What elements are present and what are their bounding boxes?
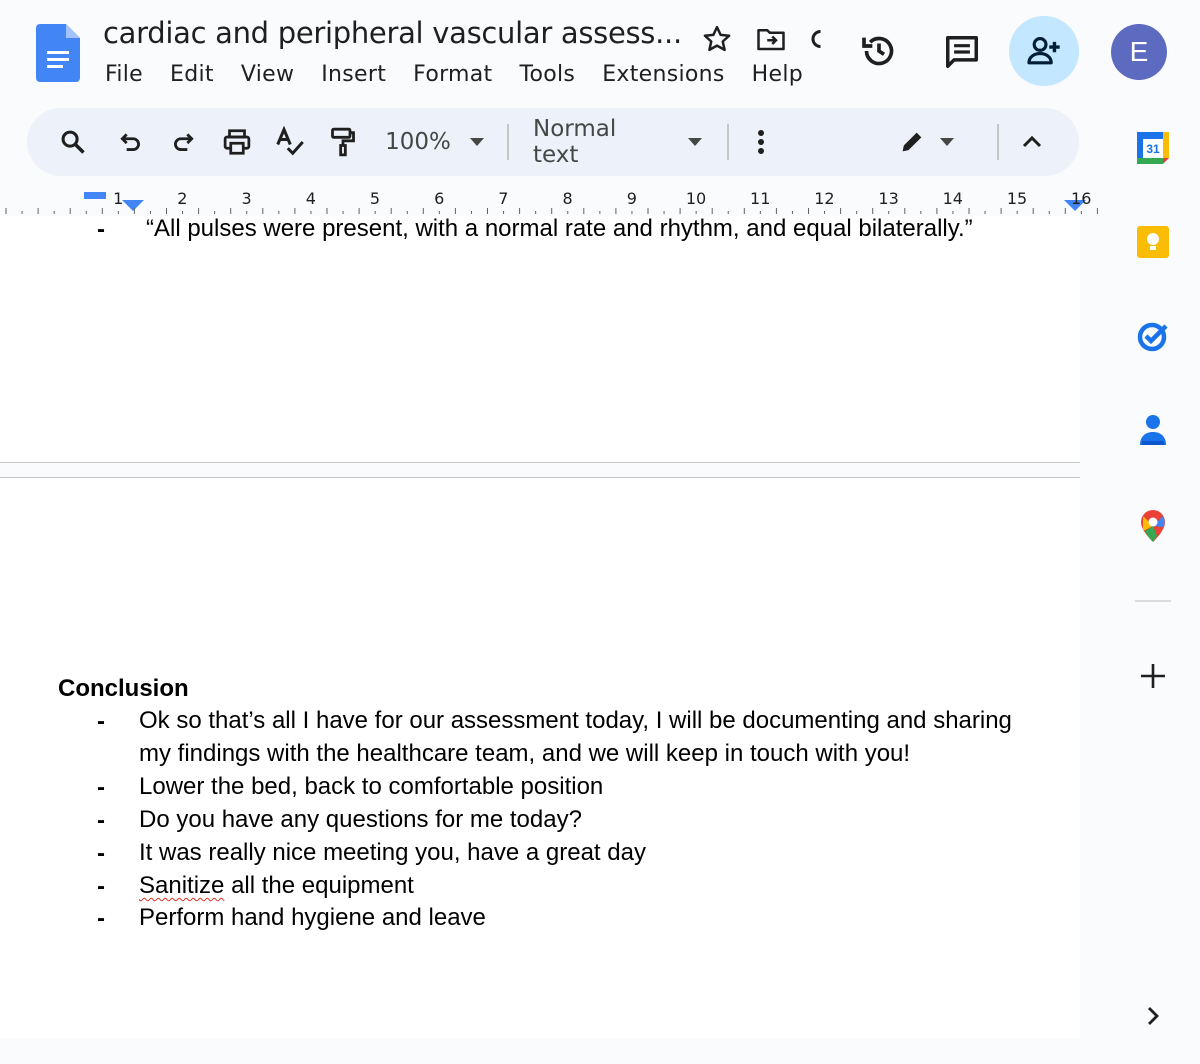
menu-file[interactable]: File <box>105 62 144 87</box>
version-history-icon[interactable] <box>856 28 902 74</box>
ruler-label: 4 <box>305 189 316 208</box>
conclusion-item-rest: all the equipment <box>231 872 414 899</box>
toolbar <box>27 108 1079 176</box>
redo-icon[interactable] <box>165 124 201 160</box>
conclusion-item: Do you have any questions for me today? <box>139 806 582 833</box>
comments-icon[interactable] <box>940 30 984 74</box>
style-dropdown-icon[interactable] <box>685 124 705 160</box>
tasks-icon[interactable] <box>1133 316 1173 356</box>
print-icon[interactable] <box>219 124 255 160</box>
misspelled-word[interactable]: Sanitize <box>139 872 225 899</box>
conclusion-item: Perform hand hygiene and leave <box>139 904 486 931</box>
avatar[interactable]: E <box>1111 24 1167 80</box>
star-icon[interactable] <box>700 22 734 56</box>
toolbar-divider <box>727 124 729 160</box>
editing-mode-icon[interactable] <box>895 124 929 160</box>
ruler-label: 16 <box>1071 189 1092 208</box>
zoom-dropdown-icon[interactable] <box>467 124 487 160</box>
ruler-label: 2 <box>177 189 188 208</box>
menu-bar <box>105 62 830 87</box>
document-title[interactable]: cardiac and peripheral vascular assess... <box>103 16 682 50</box>
ruler-label: 5 <box>369 189 381 208</box>
conclusion-item <box>139 869 414 902</box>
menu-tools[interactable]: Tools <box>519 62 576 87</box>
ruler-label: 6 <box>434 189 445 208</box>
page-break <box>0 462 1080 478</box>
ruler-label: 3 <box>241 189 252 208</box>
menu-format[interactable]: Format <box>413 62 493 87</box>
conclusion-item: It was really nice meeting you, have a great day <box>139 839 646 866</box>
paragraph-style-select[interactable]: Normal text <box>533 116 617 168</box>
bullet-marker: - <box>97 807 105 834</box>
calendar-icon[interactable] <box>1133 128 1173 168</box>
conclusion-item-continuation: my findings with the healthcare team, and we will keep in touch with you! <box>139 740 911 767</box>
ruler-label: 10 <box>685 189 707 208</box>
bullet-marker: - <box>97 873 105 900</box>
paint-format-icon[interactable] <box>325 124 361 160</box>
collapse-icon[interactable] <box>1017 124 1047 160</box>
docs-logo-icon[interactable] <box>36 24 80 82</box>
share-button[interactable] <box>1009 16 1079 86</box>
ruler-label: 11 <box>750 189 771 208</box>
share-add-person-icon <box>1027 36 1061 66</box>
menu-insert[interactable]: Insert <box>321 62 387 87</box>
zoom-select[interactable]: 100% <box>385 129 451 155</box>
ruler-label: 7 <box>498 189 509 208</box>
ruler-label: 13 <box>878 189 899 208</box>
conclusion-item: Lower the bed, back to comfortable position <box>139 773 604 800</box>
ruler-label: 14 <box>942 189 963 208</box>
side-panel-divider <box>1135 600 1171 602</box>
bullet-marker: - <box>97 708 105 735</box>
document-page[interactable] <box>0 478 1080 1038</box>
contacts-icon[interactable] <box>1133 410 1173 450</box>
calendar-day: 31 <box>1146 142 1160 156</box>
add-icon[interactable] <box>1133 656 1173 696</box>
editing-mode-dropdown-icon[interactable] <box>937 124 957 160</box>
left-indent-marker <box>122 200 144 211</box>
cloud-status-icon[interactable] <box>808 22 822 56</box>
move-to-folder-icon[interactable] <box>754 22 788 56</box>
first-line-indent-marker <box>84 192 106 199</box>
conclusion-heading: Conclusion <box>58 675 189 702</box>
menu-help[interactable]: Help <box>751 62 804 87</box>
undo-icon[interactable] <box>113 124 149 160</box>
keep-icon[interactable] <box>1133 222 1173 262</box>
page1-bullet-text: “All pulses were present, with a normal rate and rhythm, and equal bilaterally.” <box>146 215 973 242</box>
ruler-label: 12 <box>814 189 835 208</box>
ruler-label: 15 <box>1006 189 1028 208</box>
more-options-icon[interactable] <box>751 124 771 160</box>
ruler-label: 1 <box>113 189 124 208</box>
menu-edit[interactable]: Edit <box>170 62 214 87</box>
menu-view[interactable]: View <box>240 62 295 87</box>
search-icon[interactable] <box>55 124 91 160</box>
spellcheck-icon[interactable] <box>271 124 307 160</box>
bullet-marker: - <box>97 840 105 867</box>
document-page[interactable] <box>0 216 1080 462</box>
conclusion-item: Ok so that’s all I have for our assessment today, I will be documenting and sharing <box>139 707 1012 734</box>
bullet-marker: - <box>97 905 105 932</box>
ruler-label: 9 <box>626 189 637 208</box>
ruler-label: 8 <box>562 189 573 208</box>
bullet-marker: - <box>97 216 105 243</box>
expand-panel-icon[interactable] <box>1133 996 1173 1036</box>
bullet-marker: - <box>97 774 105 801</box>
maps-icon[interactable] <box>1133 506 1173 546</box>
menu-extensions[interactable]: Extensions <box>602 62 725 87</box>
toolbar-divider <box>507 124 509 160</box>
toolbar-divider <box>997 124 999 160</box>
